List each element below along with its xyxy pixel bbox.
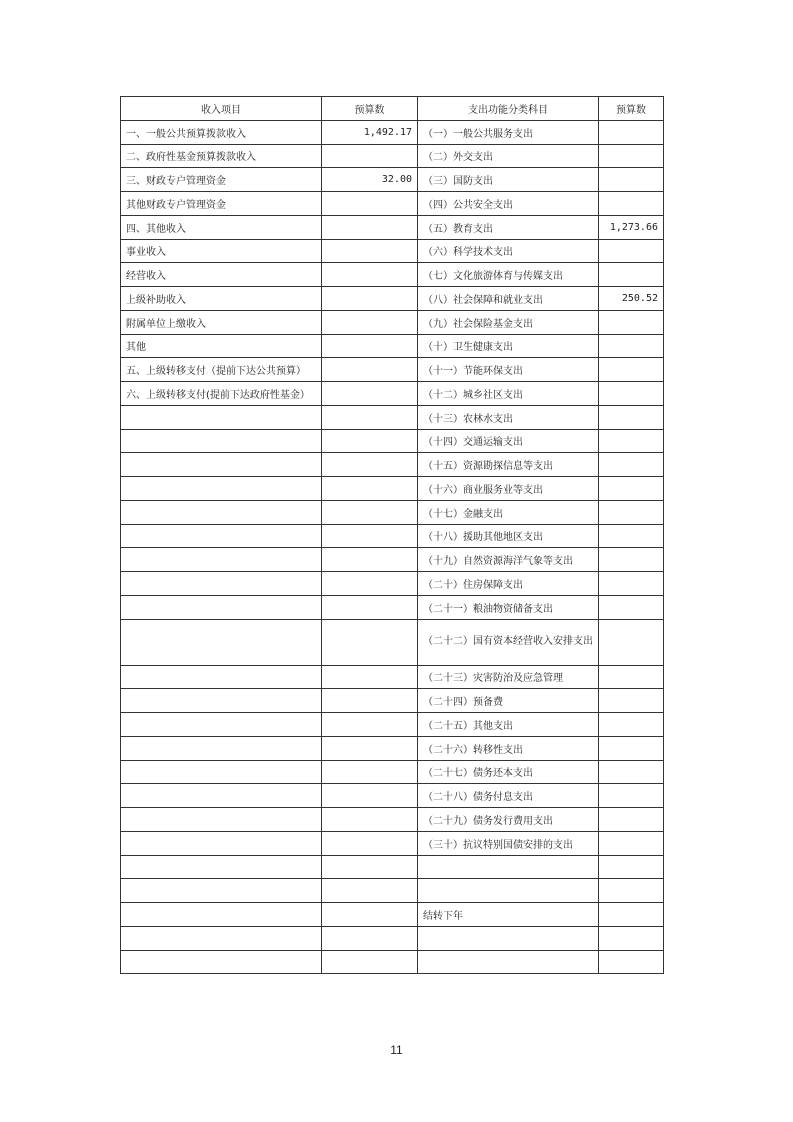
table-row	[121, 215, 664, 239]
table-row	[121, 144, 664, 168]
expense-category-cell: （十二）城乡社区支出	[418, 382, 599, 406]
expense-category-cell: （十）卫生健康支出	[418, 334, 599, 358]
income-budget-cell	[322, 689, 418, 713]
expense-budget-cell	[599, 808, 664, 832]
expense-category-cell: （四）公共安全支出	[418, 192, 599, 216]
expense-budget-cell	[599, 903, 664, 927]
expense-category-cell	[418, 950, 599, 974]
income-budget-cell	[322, 215, 418, 239]
income-budget-cell	[322, 760, 418, 784]
expense-category-cell: （一）一般公共服务支出	[418, 120, 599, 144]
expense-budget-cell	[599, 665, 664, 689]
table-row	[121, 903, 664, 927]
header-income-budget: 预算数	[322, 97, 418, 121]
income-budget-cell	[322, 334, 418, 358]
expense-budget-cell	[599, 500, 664, 524]
table-row	[121, 713, 664, 737]
expense-category-cell: （二十二）国有资本经营收入安排支出	[418, 619, 599, 665]
table-row	[121, 524, 664, 548]
income-budget-cell	[322, 548, 418, 572]
income-budget-cell	[322, 713, 418, 737]
income-budget-cell	[322, 736, 418, 760]
income-item-cell: 六、上级转移支付(提前下达政府性基金）	[121, 382, 322, 406]
income-budget-cell	[322, 619, 418, 665]
income-budget-cell	[322, 287, 418, 311]
income-item-cell	[121, 950, 322, 974]
table-row	[121, 287, 664, 311]
expense-budget-cell	[599, 831, 664, 855]
income-item-cell	[121, 879, 322, 903]
income-item-cell: 其他财政专户管理资金	[121, 192, 322, 216]
income-budget-cell	[322, 500, 418, 524]
expense-budget-cell	[599, 595, 664, 619]
income-item-cell	[121, 855, 322, 879]
header-income-item: 收入项目	[121, 97, 322, 121]
expense-budget-cell	[599, 192, 664, 216]
income-budget-cell: 32.00	[322, 168, 418, 192]
expense-budget-cell	[599, 689, 664, 713]
income-budget-cell	[322, 429, 418, 453]
table-row	[121, 500, 664, 524]
expense-budget-cell	[599, 239, 664, 263]
income-budget-cell	[322, 572, 418, 596]
expense-category-cell: （六）科学技术支出	[418, 239, 599, 263]
table-row	[121, 855, 664, 879]
income-budget-cell	[322, 144, 418, 168]
income-item-cell: 经营收入	[121, 263, 322, 287]
income-budget-cell	[322, 405, 418, 429]
expense-category-cell: （二十三）灾害防治及应急管理	[418, 665, 599, 689]
income-item-cell	[121, 405, 322, 429]
expense-budget-cell	[599, 619, 664, 665]
income-budget-cell	[322, 950, 418, 974]
income-budget-cell: 1,492.17	[322, 120, 418, 144]
expense-category-cell: （二十八）债务付息支出	[418, 784, 599, 808]
income-budget-cell	[322, 926, 418, 950]
expense-budget-cell	[599, 760, 664, 784]
page-number: 11	[390, 1043, 403, 1057]
expense-budget-cell	[599, 310, 664, 334]
income-budget-cell	[322, 595, 418, 619]
income-budget-cell	[322, 382, 418, 406]
table-row	[121, 831, 664, 855]
income-item-cell: 二、政府性基金预算拨款收入	[121, 144, 322, 168]
table-row	[121, 334, 664, 358]
income-item-cell: 其他	[121, 334, 322, 358]
budget-table	[120, 96, 664, 974]
income-item-cell	[121, 831, 322, 855]
expense-budget-cell	[599, 713, 664, 737]
expense-budget-cell	[599, 168, 664, 192]
expense-budget-cell	[599, 382, 664, 406]
expense-budget-cell	[599, 548, 664, 572]
table-row	[121, 168, 664, 192]
expense-budget-cell	[599, 855, 664, 879]
expense-budget-cell	[599, 334, 664, 358]
income-item-cell	[121, 619, 322, 665]
table-row	[121, 382, 664, 406]
income-item-cell	[121, 760, 322, 784]
expense-category-cell: （二十五）其他支出	[418, 713, 599, 737]
income-budget-cell	[322, 453, 418, 477]
income-item-cell	[121, 429, 322, 453]
income-item-cell: 五、上级转移支付（提前下达公共预算）	[121, 358, 322, 382]
expense-budget-cell	[599, 572, 664, 596]
income-item-cell	[121, 548, 322, 572]
expense-budget-cell	[599, 477, 664, 501]
expense-category-cell: （五）教育支出	[418, 215, 599, 239]
income-item-cell	[121, 595, 322, 619]
income-budget-cell	[322, 477, 418, 501]
expense-budget-cell: 1,273.66	[599, 215, 664, 239]
income-budget-cell	[322, 358, 418, 382]
income-budget-cell	[322, 192, 418, 216]
income-item-cell: 上级补助收入	[121, 287, 322, 311]
table-row	[121, 736, 664, 760]
expense-category-cell	[418, 855, 599, 879]
table-row	[121, 120, 664, 144]
expense-budget-cell	[599, 358, 664, 382]
expense-category-cell: （二十六）转移性支出	[418, 736, 599, 760]
income-item-cell: 三、财政专户管理资金	[121, 168, 322, 192]
income-budget-cell	[322, 808, 418, 832]
expense-budget-cell	[599, 524, 664, 548]
expense-category-cell: （二）外交支出	[418, 144, 599, 168]
expense-category-cell: （九）社会保险基金支出	[418, 310, 599, 334]
expense-category-cell: （十五）资源勘探信息等支出	[418, 453, 599, 477]
header-row	[121, 97, 664, 121]
table-row	[121, 429, 664, 453]
income-budget-cell	[322, 665, 418, 689]
income-budget-cell	[322, 263, 418, 287]
expense-category-cell: （二十四）预备费	[418, 689, 599, 713]
expense-category-cell: （三十）抗议特别国债安排的支出	[418, 831, 599, 855]
income-item-cell	[121, 926, 322, 950]
expense-budget-cell	[599, 453, 664, 477]
table-row	[121, 950, 664, 974]
income-budget-cell	[322, 903, 418, 927]
income-item-cell	[121, 903, 322, 927]
table-row	[121, 689, 664, 713]
income-budget-cell	[322, 784, 418, 808]
expense-category-cell	[418, 879, 599, 903]
table-row	[121, 879, 664, 903]
expense-budget-cell	[599, 926, 664, 950]
income-item-cell: 事业收入	[121, 239, 322, 263]
income-item-cell	[121, 477, 322, 501]
income-budget-cell	[322, 855, 418, 879]
income-item-cell	[121, 453, 322, 477]
expense-budget-cell	[599, 144, 664, 168]
expense-budget-cell: 250.52	[599, 287, 664, 311]
expense-category-cell: （二十一）粮油物资储备支出	[418, 595, 599, 619]
table-row	[121, 192, 664, 216]
income-item-cell: 四、其他收入	[121, 215, 322, 239]
expense-category-cell	[418, 926, 599, 950]
table-row	[121, 358, 664, 382]
income-item-cell: 附属单位上缴收入	[121, 310, 322, 334]
expense-category-cell: （七）文化旅游体育与传媒支出	[418, 263, 599, 287]
expense-budget-cell	[599, 736, 664, 760]
table-row	[121, 477, 664, 501]
expense-category-cell: （二十七）债务还本支出	[418, 760, 599, 784]
expense-category-cell: （十七）金融支出	[418, 500, 599, 524]
table-row	[121, 453, 664, 477]
expense-budget-cell	[599, 405, 664, 429]
expense-category-cell: （十一）节能环保支出	[418, 358, 599, 382]
income-item-cell	[121, 665, 322, 689]
expense-budget-cell	[599, 263, 664, 287]
table-row	[121, 239, 664, 263]
table-row	[121, 926, 664, 950]
expense-budget-cell	[599, 429, 664, 453]
income-item-cell	[121, 524, 322, 548]
table-row	[121, 665, 664, 689]
income-item-cell	[121, 689, 322, 713]
income-budget-cell	[322, 831, 418, 855]
table-row	[121, 784, 664, 808]
income-item-cell	[121, 713, 322, 737]
income-budget-cell	[322, 239, 418, 263]
income-item-cell: 一、一般公共预算拨款收入	[121, 120, 322, 144]
expense-category-cell: （二十九）债务发行费用支出	[418, 808, 599, 832]
table-row	[121, 808, 664, 832]
income-budget-cell	[322, 524, 418, 548]
expense-category-cell: （十八）援助其他地区支出	[418, 524, 599, 548]
expense-category-cell: （十六）商业服务业等支出	[418, 477, 599, 501]
income-item-cell	[121, 572, 322, 596]
expense-category-cell: （十四）交通运输支出	[418, 429, 599, 453]
income-item-cell	[121, 808, 322, 832]
expense-budget-cell	[599, 120, 664, 144]
table-row	[121, 548, 664, 572]
income-budget-cell	[322, 310, 418, 334]
income-item-cell	[121, 736, 322, 760]
expense-budget-cell	[599, 784, 664, 808]
expense-category-cell: （二十）住房保障支出	[418, 572, 599, 596]
income-item-cell	[121, 500, 322, 524]
expense-budget-cell	[599, 879, 664, 903]
table-row	[121, 572, 664, 596]
income-budget-cell	[322, 879, 418, 903]
expense-category-cell: （十三）农林水支出	[418, 405, 599, 429]
expense-category-cell: （八）社会保障和就业支出	[418, 287, 599, 311]
expense-category-cell: 结转下年	[418, 903, 599, 927]
table-row	[121, 619, 664, 665]
table-row	[121, 760, 664, 784]
income-item-cell	[121, 784, 322, 808]
header-expense-category: 支出功能分类科目	[418, 97, 599, 121]
expense-budget-cell	[599, 950, 664, 974]
table-row	[121, 310, 664, 334]
header-expense-budget: 预算数	[599, 97, 664, 121]
table-row	[121, 263, 664, 287]
expense-category-cell: （三）国防支出	[418, 168, 599, 192]
expense-category-cell: （十九）自然资源海洋气象等支出	[418, 548, 599, 572]
table-row	[121, 595, 664, 619]
table-row	[121, 405, 664, 429]
